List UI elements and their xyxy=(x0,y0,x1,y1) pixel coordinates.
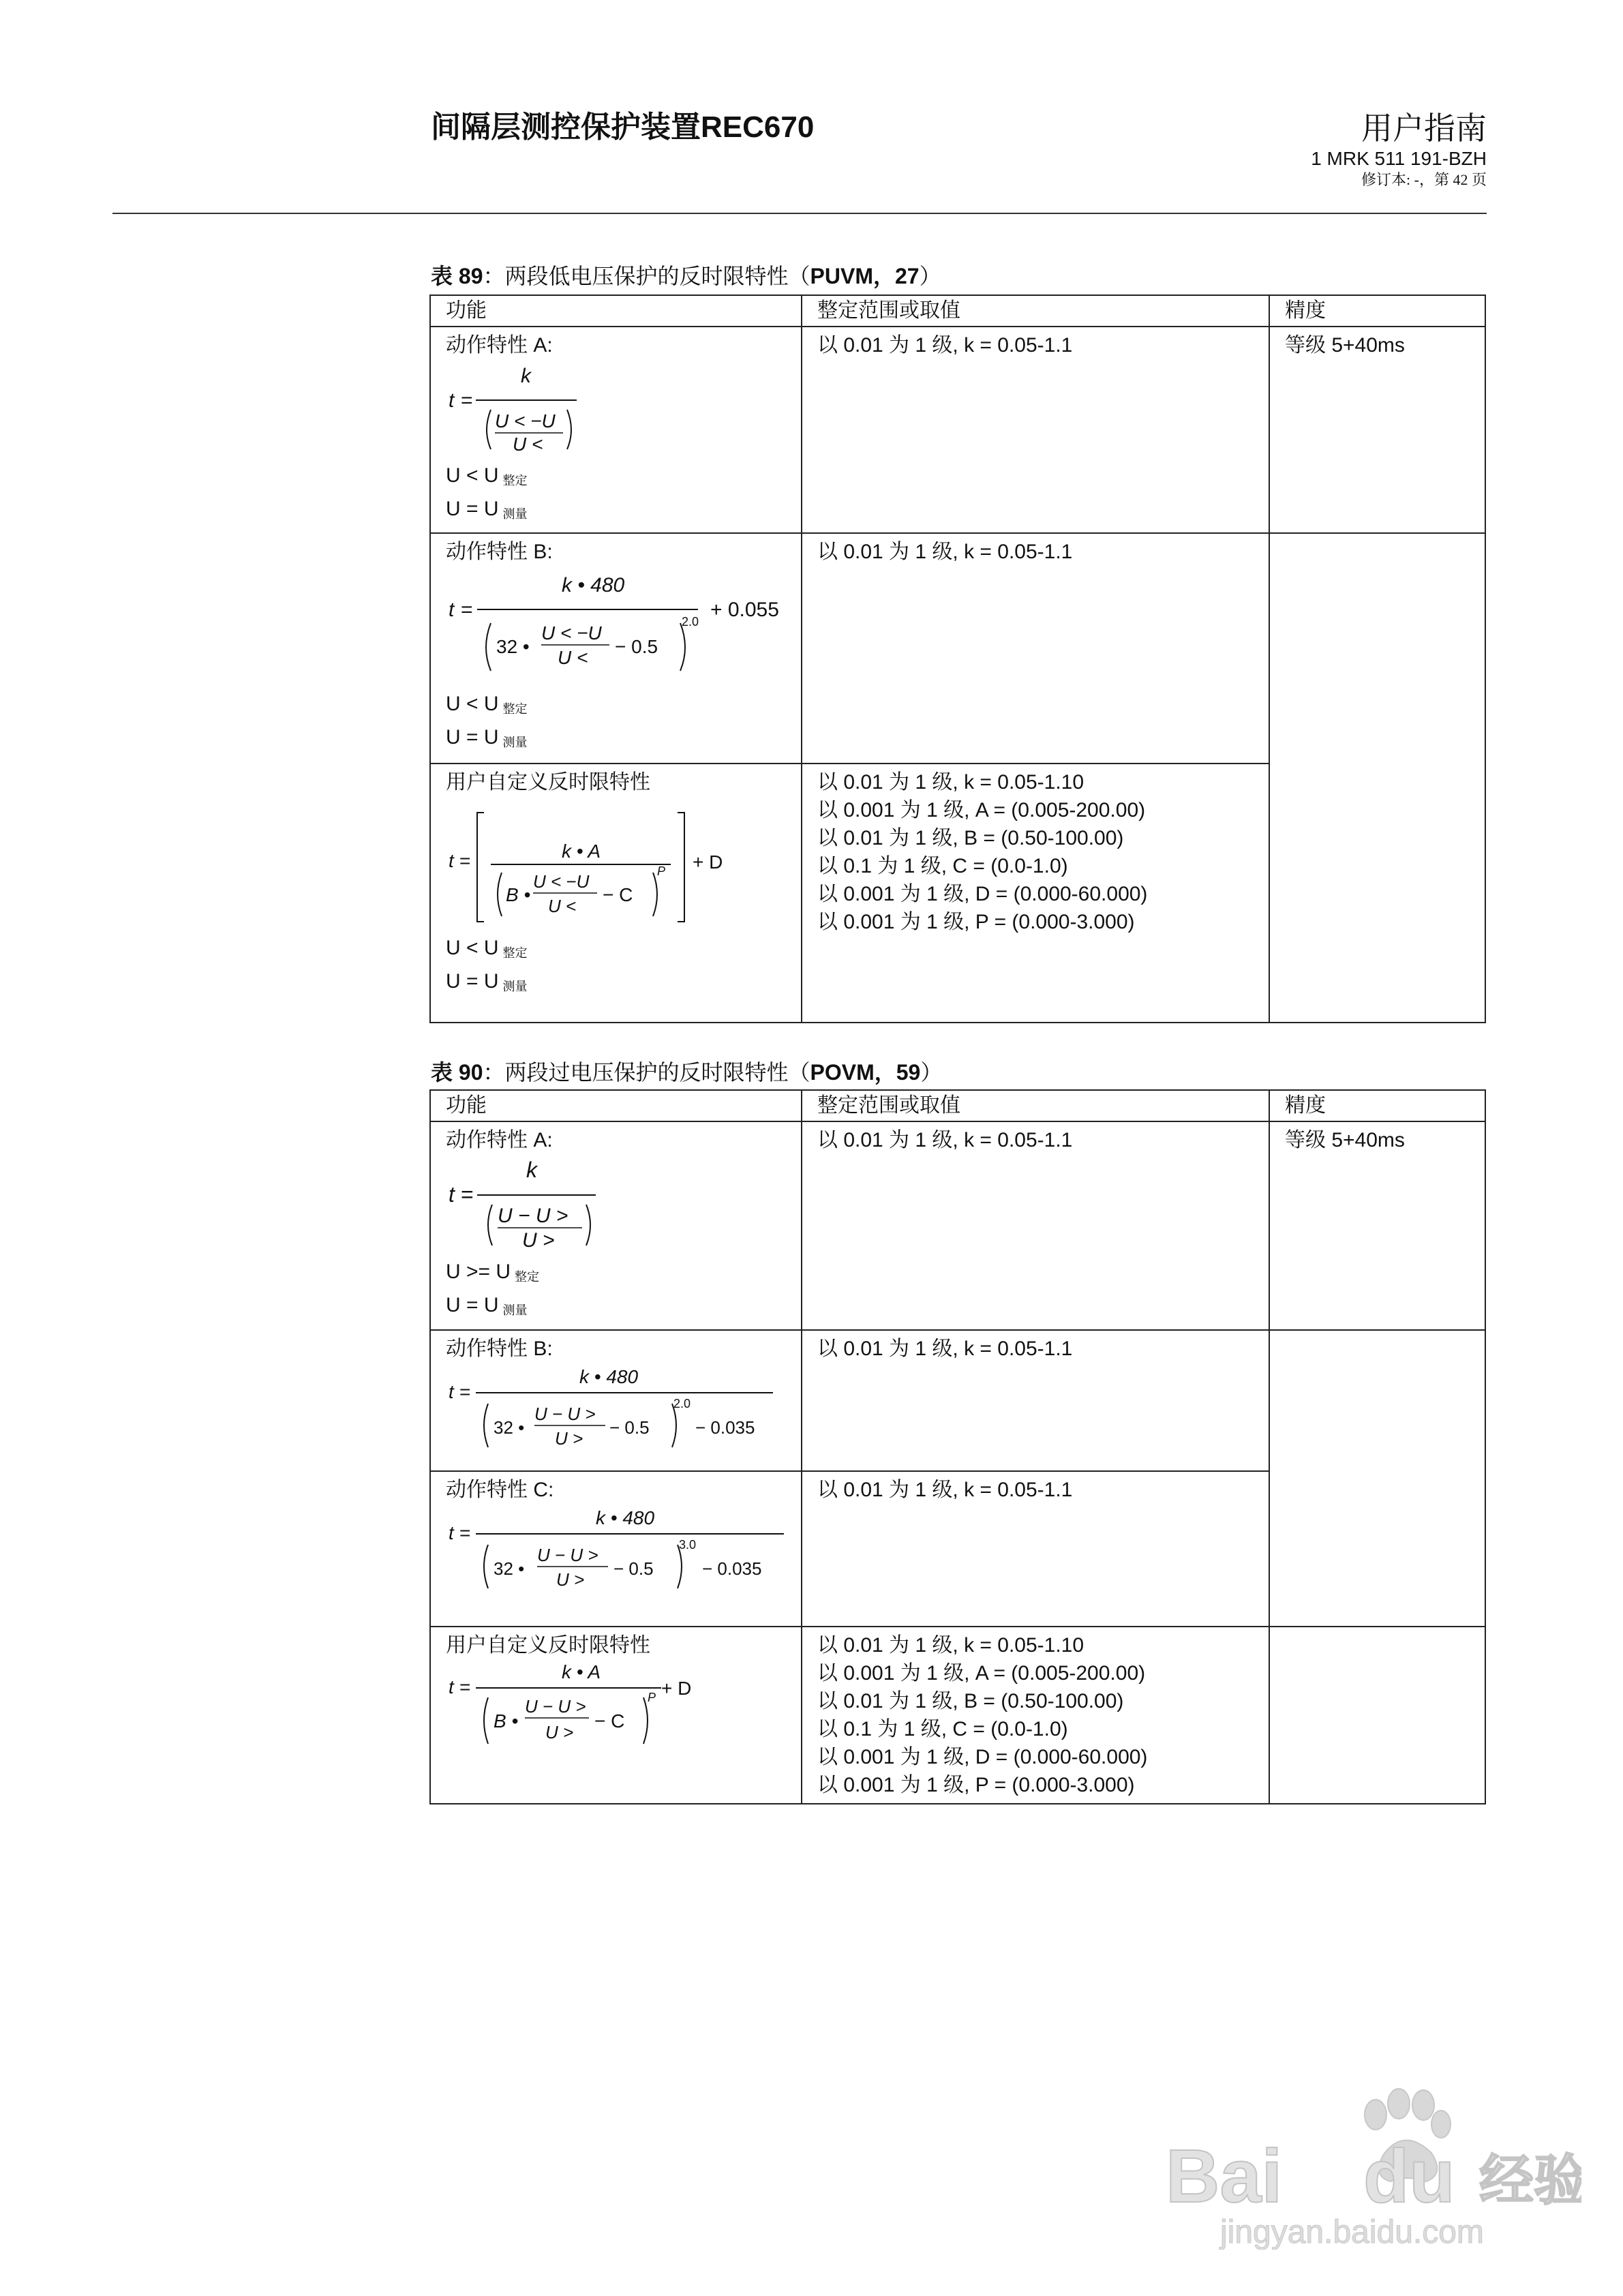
accuracy-cell xyxy=(1269,533,1485,1023)
function-cell xyxy=(430,764,802,1023)
svg-text:U < −U: U < −U xyxy=(495,410,556,432)
function-cell xyxy=(430,533,802,764)
condition-lhs: U = U xyxy=(446,726,499,749)
svg-text:U >: U > xyxy=(556,1569,585,1590)
baidu-jingyan-watermark xyxy=(1159,2072,1581,2250)
range-cell xyxy=(802,764,1269,1023)
svg-text:U − U >: U − U > xyxy=(537,1545,598,1565)
svg-text:经验: 经验 xyxy=(1479,2149,1581,2212)
svg-text:t: t xyxy=(449,389,455,412)
svg-text:+ D: + D xyxy=(693,851,723,873)
condition-subscript: 整定 xyxy=(515,1270,540,1284)
table90-caption-prefix: 表 90 xyxy=(431,1060,483,1085)
svg-text:k: k xyxy=(526,1158,537,1182)
range-cell xyxy=(802,1627,1269,1804)
function-label: 用户自定义反时限特性 xyxy=(446,1634,650,1657)
accuracy-cell: 等级 5+40ms xyxy=(1269,1121,1485,1330)
table90-header-row xyxy=(430,1090,1485,1121)
header-divider xyxy=(112,213,1487,214)
svg-text:=: = xyxy=(459,850,471,871)
condition-subscript: 测量 xyxy=(502,980,528,993)
range-line: 以 0.01 为 1 级, k = 0.05-1.1 xyxy=(817,1479,1073,1501)
svg-text:U >: U > xyxy=(545,1722,574,1742)
range-line: 以 0.01 为 1 级, k = 0.05-1.1 xyxy=(817,1129,1073,1151)
document-title: 间隔层测控保护装置REC670 xyxy=(431,110,815,144)
document-number: 1 MRK 511 191-BZH xyxy=(1311,148,1487,169)
range-cell xyxy=(802,1471,1269,1627)
function-cell xyxy=(430,327,802,533)
formula-overvoltage-custom xyxy=(446,1662,786,1764)
table89-caption-prefix: 表 89 xyxy=(431,264,483,288)
svg-text:B •: B • xyxy=(506,884,531,905)
function-label: 用户自定义反时限特性 xyxy=(446,771,650,794)
table89-caption-text: ：两段低电压保护的反时限特性（ xyxy=(483,264,810,288)
range-cell xyxy=(802,1330,1269,1471)
table89-header-row xyxy=(430,295,1485,327)
function-cell xyxy=(430,1330,802,1471)
svg-text:P: P xyxy=(648,1691,656,1704)
table-row xyxy=(430,1330,1485,1471)
svg-text:k • 480: k • 480 xyxy=(562,574,625,596)
condition-set xyxy=(446,690,786,723)
function-label: 动作特性 A: xyxy=(446,334,553,357)
condition-measured xyxy=(446,967,786,1001)
svg-text:k • 480: k • 480 xyxy=(579,1366,639,1387)
range-line: 以 0.01 为 1 级, k = 0.05-1.1 xyxy=(817,334,1073,357)
svg-text:=: = xyxy=(459,1381,471,1402)
range-line: 以 0.01 为 1 级, B = (0.50-100.00) xyxy=(817,1690,1124,1712)
table90 xyxy=(429,1089,1486,1804)
revision-page: 修订本: -，第 42 页 xyxy=(1361,171,1487,188)
table89 xyxy=(429,294,1486,1023)
table-row xyxy=(430,533,1485,764)
condition-measured xyxy=(446,723,786,757)
condition-set xyxy=(446,934,786,967)
range-cell xyxy=(802,533,1269,764)
range-line: 以 0.01 为 1 级, B = (0.50-100.00) xyxy=(817,827,1124,849)
header-range: 整定范围或取值 xyxy=(802,295,1269,327)
condition-set xyxy=(446,1258,786,1291)
range-line: 以 0.01 为 1 级, k = 0.05-1.10 xyxy=(817,771,1084,794)
svg-text:t: t xyxy=(449,599,455,621)
svg-text:+ 0.055: + 0.055 xyxy=(710,599,779,621)
header-accuracy: 精度 xyxy=(1269,1090,1485,1121)
svg-text:U − U >: U − U > xyxy=(525,1696,586,1717)
table-row xyxy=(430,327,1485,533)
range-line: 以 0.1 为 1 级, C = (0.0-1.0) xyxy=(817,1718,1068,1740)
table90-caption-code: POVM，59 xyxy=(810,1060,921,1085)
function-label: 动作特性 C: xyxy=(446,1479,554,1501)
condition-lhs: U = U xyxy=(446,498,499,520)
range-line: 以 0.001 为 1 级, D = (0.000-60.000) xyxy=(817,883,1148,905)
svg-text:− 0.5: − 0.5 xyxy=(613,1558,654,1579)
svg-text:U < −U: U < −U xyxy=(533,871,590,892)
condition-subscript: 整定 xyxy=(502,702,528,716)
header-function: 功能 xyxy=(430,295,802,327)
svg-text:U − U >: U − U > xyxy=(498,1205,568,1227)
table-row xyxy=(430,1121,1485,1330)
baidu-paw-logo-icon xyxy=(1159,2072,1581,2250)
range-cell xyxy=(802,1121,1269,1330)
svg-text:− 0.035: − 0.035 xyxy=(695,1417,755,1438)
svg-text:U <: U < xyxy=(558,647,588,668)
formula-overvoltage-b xyxy=(446,1365,786,1461)
svg-text:=: = xyxy=(461,1182,474,1207)
svg-text:k • 480: k • 480 xyxy=(596,1507,655,1528)
svg-text:=: = xyxy=(459,1522,471,1543)
range-cell xyxy=(802,327,1269,533)
condition-subscript: 测量 xyxy=(502,1303,528,1317)
range-line: 以 0.001 为 1 级, D = (0.000-60.000) xyxy=(817,1746,1148,1768)
svg-text:=: = xyxy=(459,1676,471,1697)
svg-text:t: t xyxy=(449,1522,454,1543)
svg-text:t: t xyxy=(449,1676,454,1697)
svg-text:U <: U < xyxy=(548,896,577,916)
svg-text:Bai: Bai xyxy=(1166,2134,1283,2218)
range-line: 以 0.1 为 1 级, C = (0.0-1.0) xyxy=(817,855,1068,877)
svg-text:32 •: 32 • xyxy=(494,1417,525,1438)
header-right xyxy=(1311,109,1487,190)
accuracy-cell: 等级 5+40ms xyxy=(1269,327,1485,533)
accuracy-cell xyxy=(1269,1627,1485,1804)
condition-lhs: U < U xyxy=(446,693,499,715)
condition-subscript: 测量 xyxy=(502,736,528,749)
svg-text:U >: U > xyxy=(555,1428,583,1449)
svg-text:2.0: 2.0 xyxy=(673,1397,691,1410)
condition-measured xyxy=(446,1291,786,1325)
condition-lhs: U >= U xyxy=(446,1260,511,1283)
table90-caption-text: ：两段过电压保护的反时限特性（ xyxy=(483,1060,810,1085)
condition-lhs: U = U xyxy=(446,970,499,993)
range-line: 以 0.001 为 1 级, A = (0.005-200.00) xyxy=(817,1662,1146,1685)
condition-subscript: 整定 xyxy=(502,946,528,960)
svg-text:− 0.5: − 0.5 xyxy=(609,1417,650,1438)
table-row xyxy=(430,1627,1485,1804)
table89-caption xyxy=(431,259,941,290)
svg-text:t: t xyxy=(449,850,454,871)
header-function: 功能 xyxy=(430,1090,802,1121)
svg-text:U < −U: U < −U xyxy=(541,622,602,644)
svg-text:+ D: + D xyxy=(661,1678,692,1699)
svg-text:2.0: 2.0 xyxy=(682,615,699,629)
function-label: 动作特性 B: xyxy=(446,1338,553,1360)
range-line: 以 0.001 为 1 级, P = (0.000-3.000) xyxy=(817,911,1135,933)
svg-text:B •: B • xyxy=(494,1710,519,1732)
range-line: 以 0.01 为 1 级, k = 0.05-1.1 xyxy=(817,1338,1073,1360)
range-line: 以 0.001 为 1 级, P = (0.000-3.000) xyxy=(817,1774,1135,1796)
header-accuracy: 精度 xyxy=(1269,295,1485,327)
range-line: 以 0.01 为 1 级, k = 0.05-1.1 xyxy=(817,541,1073,563)
function-cell xyxy=(430,1627,802,1804)
user-guide-label: 用户指南 xyxy=(1361,110,1487,146)
accuracy-cell xyxy=(1269,1330,1485,1627)
formula-undervoltage-b xyxy=(446,569,786,684)
condition-lhs: U < U xyxy=(446,937,499,959)
svg-text:− 0.5: − 0.5 xyxy=(615,636,658,657)
table90-caption xyxy=(431,1055,942,1087)
formula-overvoltage-c xyxy=(446,1507,786,1609)
range-line: 以 0.01 为 1 级, k = 0.05-1.10 xyxy=(817,1634,1084,1657)
svg-text:t: t xyxy=(449,1381,454,1402)
svg-text:32 •: 32 • xyxy=(494,1558,525,1579)
condition-subscript: 测量 xyxy=(502,507,528,521)
svg-text:U >: U > xyxy=(522,1229,555,1252)
formula-undervoltage-a xyxy=(446,362,786,456)
svg-text:k: k xyxy=(521,365,531,387)
svg-text:3.0: 3.0 xyxy=(679,1538,697,1552)
svg-text:U <: U < xyxy=(513,434,543,455)
svg-text:k • A: k • A xyxy=(562,1662,601,1682)
header-range: 整定范围或取值 xyxy=(802,1090,1269,1121)
function-label: 动作特性 A: xyxy=(446,1129,553,1151)
svg-text:k • A: k • A xyxy=(562,841,601,862)
svg-text:− 0.035: − 0.035 xyxy=(702,1558,762,1579)
svg-text:− C: − C xyxy=(603,884,633,905)
condition-subscript: 整定 xyxy=(502,474,528,487)
svg-text:t: t xyxy=(449,1182,455,1207)
function-cell xyxy=(430,1471,802,1627)
formula-undervoltage-custom xyxy=(446,799,786,928)
range-line: 以 0.001 为 1 级, A = (0.005-200.00) xyxy=(817,799,1146,821)
svg-text:=: = xyxy=(461,389,473,412)
function-cell xyxy=(430,1121,802,1330)
svg-text:U − U >: U − U > xyxy=(534,1404,596,1424)
svg-text:jingyan.baidu.com: jingyan.baidu.com xyxy=(1220,2214,1484,2250)
function-label: 动作特性 B: xyxy=(446,541,553,563)
table89-caption-suffix: ） xyxy=(919,264,941,288)
formula-overvoltage-a xyxy=(446,1157,786,1252)
condition-set xyxy=(446,462,786,495)
svg-text:=: = xyxy=(461,599,473,621)
table89-caption-code: PUVM，27 xyxy=(810,264,920,288)
svg-text:32 •: 32 • xyxy=(496,636,530,657)
condition-measured xyxy=(446,495,786,528)
svg-text:− C: − C xyxy=(594,1710,625,1732)
condition-lhs: U = U xyxy=(446,1294,499,1316)
table90-caption-suffix: ） xyxy=(920,1060,943,1085)
svg-text:P: P xyxy=(657,864,666,878)
svg-text:du: du xyxy=(1363,2134,1455,2218)
condition-lhs: U < U xyxy=(446,464,499,487)
